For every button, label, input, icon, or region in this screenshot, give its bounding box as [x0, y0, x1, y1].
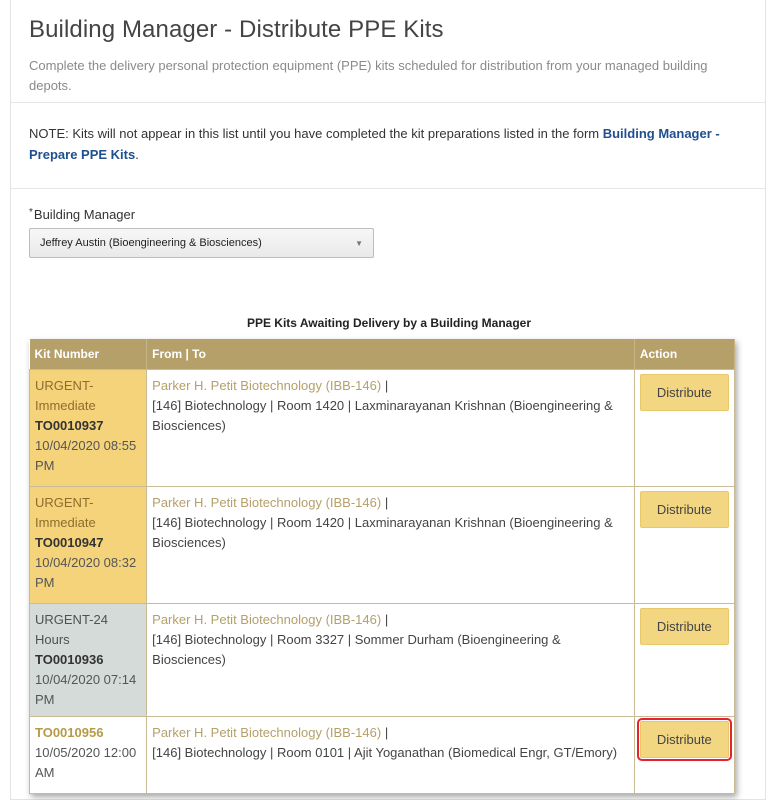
table-row [30, 603, 735, 716]
kit-cell [30, 369, 147, 486]
kit-number: TO0010937 [35, 417, 104, 433]
required-marker: * [29, 207, 33, 218]
column-header-from-to: From | To [147, 339, 635, 369]
distribute-button[interactable]: Distribute [640, 721, 729, 758]
kit-cell [30, 603, 147, 716]
kit-cell [30, 716, 147, 793]
action-cell [634, 486, 734, 603]
kit-number: TO0010947 [35, 534, 104, 550]
kit-number: TO0010956 [35, 724, 104, 740]
kit-cell [30, 486, 147, 603]
table-title: PPE Kits Awaiting Delivery by a Building Manager [246, 316, 532, 330]
table-row [30, 716, 735, 793]
kit-date: 10/05/2020 12:00 AM [35, 744, 137, 780]
building-manager-label: *Building Manager [29, 207, 136, 222]
column-header-action: Action [634, 339, 734, 369]
action-cell [634, 603, 734, 716]
from-to-cell: Parker H. Petit Biotechnology (IBB-146) | [146] Biotechnology | Room 3327 | Sommer Durham (Bioengineering & Biosciences) [147, 603, 635, 716]
kits-table [29, 339, 735, 794]
to-location: [146] Biotechnology | Room 1420 | Laxminarayanan Krishnan (Bioengineering & Biosciences) [152, 397, 613, 433]
building-manager-select[interactable] [29, 228, 374, 258]
from-to-cell: Parker H. Petit Biotechnology (IBB-146) | [146] Biotechnology | Room 0101 | Ajit Yoganathan (Biomedical Engr, GT/Emory) [147, 716, 635, 793]
building-manager-field [11, 189, 765, 258]
chevron-down-icon: ▼ [355, 238, 363, 248]
to-location: [146] Biotechnology | Room 0101 | Ajit Yoganathan (Biomedical Engr, GT/Emory) [152, 744, 618, 760]
note-section [11, 103, 765, 189]
page-subtitle: Complete the delivery personal protection equipment (PPE) kits scheduled for distribution from your managed building depots. [29, 58, 708, 93]
from-location: Parker H. Petit Biotechnology (IBB-146) [152, 724, 382, 740]
building-manager-value: Jeffrey Austin (Bioengineering & Biosciences) [40, 237, 262, 249]
priority-label: URGENT-Immediate [35, 377, 96, 413]
distribute-button[interactable]: Distribute [640, 374, 729, 411]
action-cell [634, 369, 734, 486]
note-suffix: . [135, 147, 139, 162]
table-row [30, 369, 735, 486]
column-header-kit-number: Kit Number [30, 339, 147, 369]
distribute-button[interactable]: Distribute [640, 491, 729, 528]
priority-label: URGENT-Immediate [35, 494, 96, 530]
distribute-button[interactable]: Distribute [640, 608, 729, 645]
page-title: Building Manager - Distribute PPE Kits [29, 16, 444, 43]
kit-date: 10/04/2020 08:32 PM [35, 554, 137, 590]
to-location: [146] Biotechnology | Room 1420 | Laxminarayanan Krishnan (Bioengineering & Biosciences) [152, 514, 613, 550]
table-row [30, 486, 735, 603]
prepare-kits-link[interactable]: Building Manager - Prepare PPE Kits [29, 126, 720, 162]
kit-date: 10/04/2020 08:55 PM [35, 437, 137, 473]
from-to-cell: Parker H. Petit Biotechnology (IBB-146) | [146] Biotechnology | Room 1420 | Laxminarayanan Krishnan (Bioengineering & Biosciences) [147, 486, 635, 603]
to-location: [146] Biotechnology | Room 3327 | Sommer Durham (Bioengineering & Biosciences) [152, 631, 561, 667]
form-card [10, 0, 766, 800]
from-to-cell: Parker H. Petit Biotechnology (IBB-146) | [146] Biotechnology | Room 1420 | Laxminarayanan Krishnan (Bioengineering & Biosciences) [147, 369, 635, 486]
from-location: Parker H. Petit Biotechnology (IBB-146) [152, 494, 382, 510]
kit-date: 10/04/2020 07:14 PM [35, 671, 137, 707]
priority-label: URGENT-24 Hours [35, 611, 108, 647]
table-header-row [30, 339, 735, 369]
from-location: Parker H. Petit Biotechnology (IBB-146) [152, 611, 382, 627]
from-location: Parker H. Petit Biotechnology (IBB-146) [152, 377, 382, 393]
note-text: NOTE: Kits will not appear in this list until you have completed the kit preparations listed in the form [29, 126, 603, 141]
form-header [11, 0, 765, 103]
action-cell [634, 716, 734, 793]
kit-number: TO0010936 [35, 651, 104, 667]
